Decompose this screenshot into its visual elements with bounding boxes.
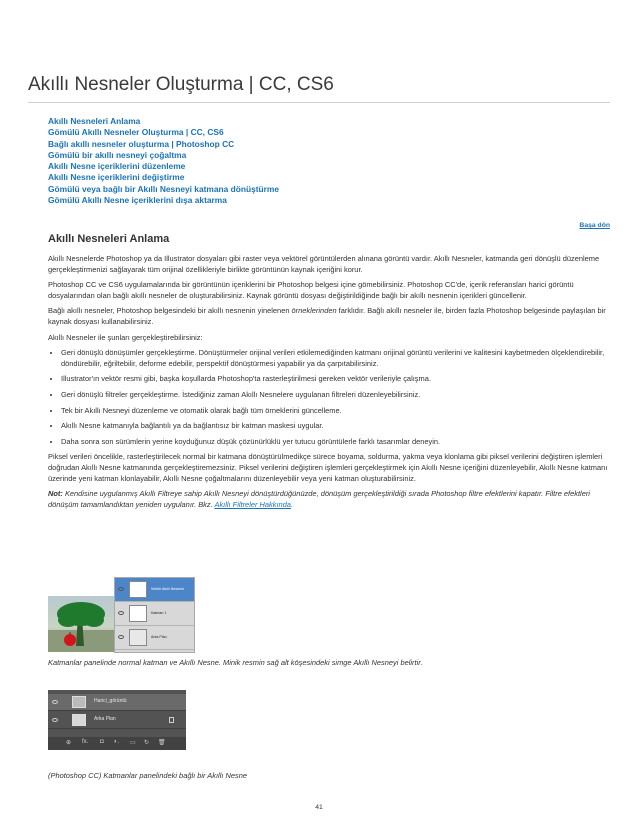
paragraph: Bağlı akıllı nesneler, Photoshop belgesindeki bir akıllı nesnenin yinelenen örneklerinden farklıdır. Bağlı akıllı nesneler ile, birden fazla Photoshop belgesinde paylaşılan bir kaynak dosyası kullanabilirsiniz.: [48, 306, 606, 326]
toc-link[interactable]: Gömülü veya bağlı bir Akıllı Nesneyi katmana dönüştürme: [48, 183, 279, 194]
layer-row[interactable]: [115, 626, 194, 650]
toc-link[interactable]: Bağlı akıllı nesneler oluşturma | Photoshop CC: [48, 138, 235, 149]
layer-thumbnail: [129, 605, 147, 622]
layers-panel: [114, 577, 195, 653]
eye-icon[interactable]: [52, 718, 58, 722]
toc-link[interactable]: Gömülü bir akıllı nesneyi çoğaltma: [48, 149, 187, 160]
table-of-contents: [48, 116, 279, 206]
paragraph: Photoshop CC ve CS6 uygulamalarında bir görüntünün içeriklerini bir Photoshop belgesi içine gömebilirsiniz. Photoshop CC'de, içerik referansları harici görüntü dosyalarından olan bağlı akıllı nesneler de oluşturabilirsiniz. Kaynak görüntü dosyası değiştirildiğinde bağlı bir akıllı nesnenin içerikleri güncellenir.: [48, 280, 574, 300]
tree-apple-image: [48, 596, 114, 652]
section-body: [48, 254, 610, 515]
smart-filters-link[interactable]: Akıllı Filtreler Hakkında: [214, 499, 291, 509]
layer-name: Vektör Akıllı Nesnesi: [151, 587, 184, 591]
layer-row[interactable]: [48, 712, 186, 729]
new-layer-icon[interactable]: ↻: [144, 740, 150, 746]
layer-thumbnail: [129, 629, 147, 646]
eye-icon[interactable]: [52, 700, 58, 704]
page-title: Akıllı Nesneler Oluşturma | CC, CS6: [28, 74, 334, 95]
note-label: Not:: [48, 489, 63, 499]
section-heading: Akıllı Nesneleri Anlama: [48, 233, 170, 245]
toc-link[interactable]: Akıllı Nesneleri Anlama: [48, 116, 141, 126]
lock-icon: [169, 717, 174, 723]
layers-toolbar: [48, 737, 186, 750]
paragraph: Akıllı Nesneler ile şunları gerçekleştirebilirsiniz:: [48, 332, 203, 342]
eye-icon[interactable]: [118, 587, 124, 591]
list-item: • Geri dönüşlü dönüşümler gerçekleştirme. Dönüştürmeler orijinal verileri etkilemediğinden katmanı orijinal görüntü verilerini ve kalitesini kaybetmeden ölçeklendirebilir, döndürebilir, eğriltebilir, deforme edebilir, perspektif dönüştürmesi yapabilir ya da çarpıtabilirsiniz.: [61, 348, 610, 369]
layer-thumbnail: [129, 581, 147, 598]
paragraph: Piksel verileri öncelikle, rasterleştirilecek normal bir katmana dönüştürülmedikçe sürece boyama, soldurma, yakma veya klonlama gibi piksel verilerini değiştiren işlemleri doğrudan Akıllı Nesne katmanında gerçekleştiremezsiniz. Piksel verilerini değiştiren işlemleri gerçekleştirmek için Akıllı Nesne içeriğini düzenleyebilir, Akıllı Nesne katmanı üzerinde yeni katman klonlayabilir, Akıllı Nesne çoğaltmalarını düzenleyebilir veya yeni katman oluşturabilirsiniz.: [48, 452, 608, 483]
adjustment-icon[interactable]: ◐.: [114, 739, 120, 745]
eye-icon[interactable]: [118, 611, 124, 615]
layer-thumbnail: [72, 696, 86, 708]
trash-icon[interactable]: 🗑: [158, 740, 166, 746]
toc-link[interactable]: Gömülü Akıllı Nesne içeriklerini dışa aktarma: [48, 195, 227, 206]
figure-caption: Katmanlar panelinde normal katman ve Akıllı Nesne. Minik resmin sağ alt köşesindeki simge Akıllı Nesneyi belirtir.: [48, 658, 423, 667]
toc-link[interactable]: Gömülü Akıllı Nesneler Oluşturma | CC, CS6: [48, 127, 224, 138]
link-icon[interactable]: ⊕: [66, 740, 72, 746]
layer-row[interactable]: [115, 578, 194, 602]
back-to-top-link[interactable]: Başa dön: [579, 222, 610, 229]
fx-icon[interactable]: fx.: [82, 739, 89, 745]
mask-icon[interactable]: ◘: [100, 739, 104, 745]
feature-list: [48, 348, 610, 447]
toc-link[interactable]: Akıllı Nesne içeriklerini değiştirme: [48, 172, 185, 183]
list-item: • Tek bir Akıllı Nesneyi düzenleme ve otomatik olarak bağlı tüm örneklerini güncelleme.: [61, 406, 610, 417]
toc-link[interactable]: Akıllı Nesne içeriklerini düzenleme: [48, 161, 186, 172]
layer-row[interactable]: [48, 694, 186, 711]
eye-icon[interactable]: [118, 635, 124, 639]
page-number: 41: [315, 804, 323, 811]
paragraph: Akıllı Nesnelerde Photoshop ya da Illustrator dosyaları gibi raster veya vektörel görüntülerden alınana görüntü vardır. Akıllı Nesneler, katmanda geri dönüşlü düzenleme gerçekleştirmenizi sağlayarak tüm orijinal özellikleriyle birlikte görüntünün kaynak içeriğini korur.: [48, 254, 600, 274]
layer-name: Katman 1: [151, 611, 167, 615]
title-divider: [28, 102, 610, 103]
figure-caption: (Photoshop CC) Katmanlar panelindeki bağlı bir Akıllı Nesne: [48, 771, 247, 780]
note: Not: Kendisine uygulanmış Akıllı Filtreye sahip Akıllı Nesneyi dönüştürdüğünüzde, dönüşüm gerçekleştirildiği sırada Photoshop filtre efektlerini kapatır. Filtre efektleri dönüşüm tamamlandıktan yeniden uygulanır. Bkz. Akıllı Filtreler Hakkında.: [48, 489, 590, 509]
layer-thumbnail: [72, 714, 86, 726]
layer-name: Harici_görüntü: [94, 698, 127, 704]
list-item: • Akıllı Nesne katmanıyla bağlantılı ya da bağlantısız bir katman maskesi uygular.: [61, 421, 610, 432]
folder-icon[interactable]: ▭: [130, 740, 136, 746]
layer-row[interactable]: [115, 602, 194, 626]
layer-name: Arka Plan: [94, 716, 116, 722]
linked-layers-panel: [48, 690, 186, 750]
list-item: • Daha sonra son sürümlerin yerine koyduğunuz düşük çözünürlüklü yer tutucu görüntülerle farklı tasarımlar deneyin.: [61, 437, 610, 448]
layer-name: Arka Plan: [151, 635, 167, 639]
list-item: • Illustrator'ın vektör resmi gibi, başka koşullarda Photoshop'ta rasterleştirilmesi gereken vektör verileriyle çalışma.: [61, 374, 610, 385]
list-item: • Geri dönüşlü filtreler gerçekleştirme. İstediğiniz zaman Akıllı Nesnelere uygulanan filtreleri düzenleyebilirsiniz.: [61, 390, 610, 401]
